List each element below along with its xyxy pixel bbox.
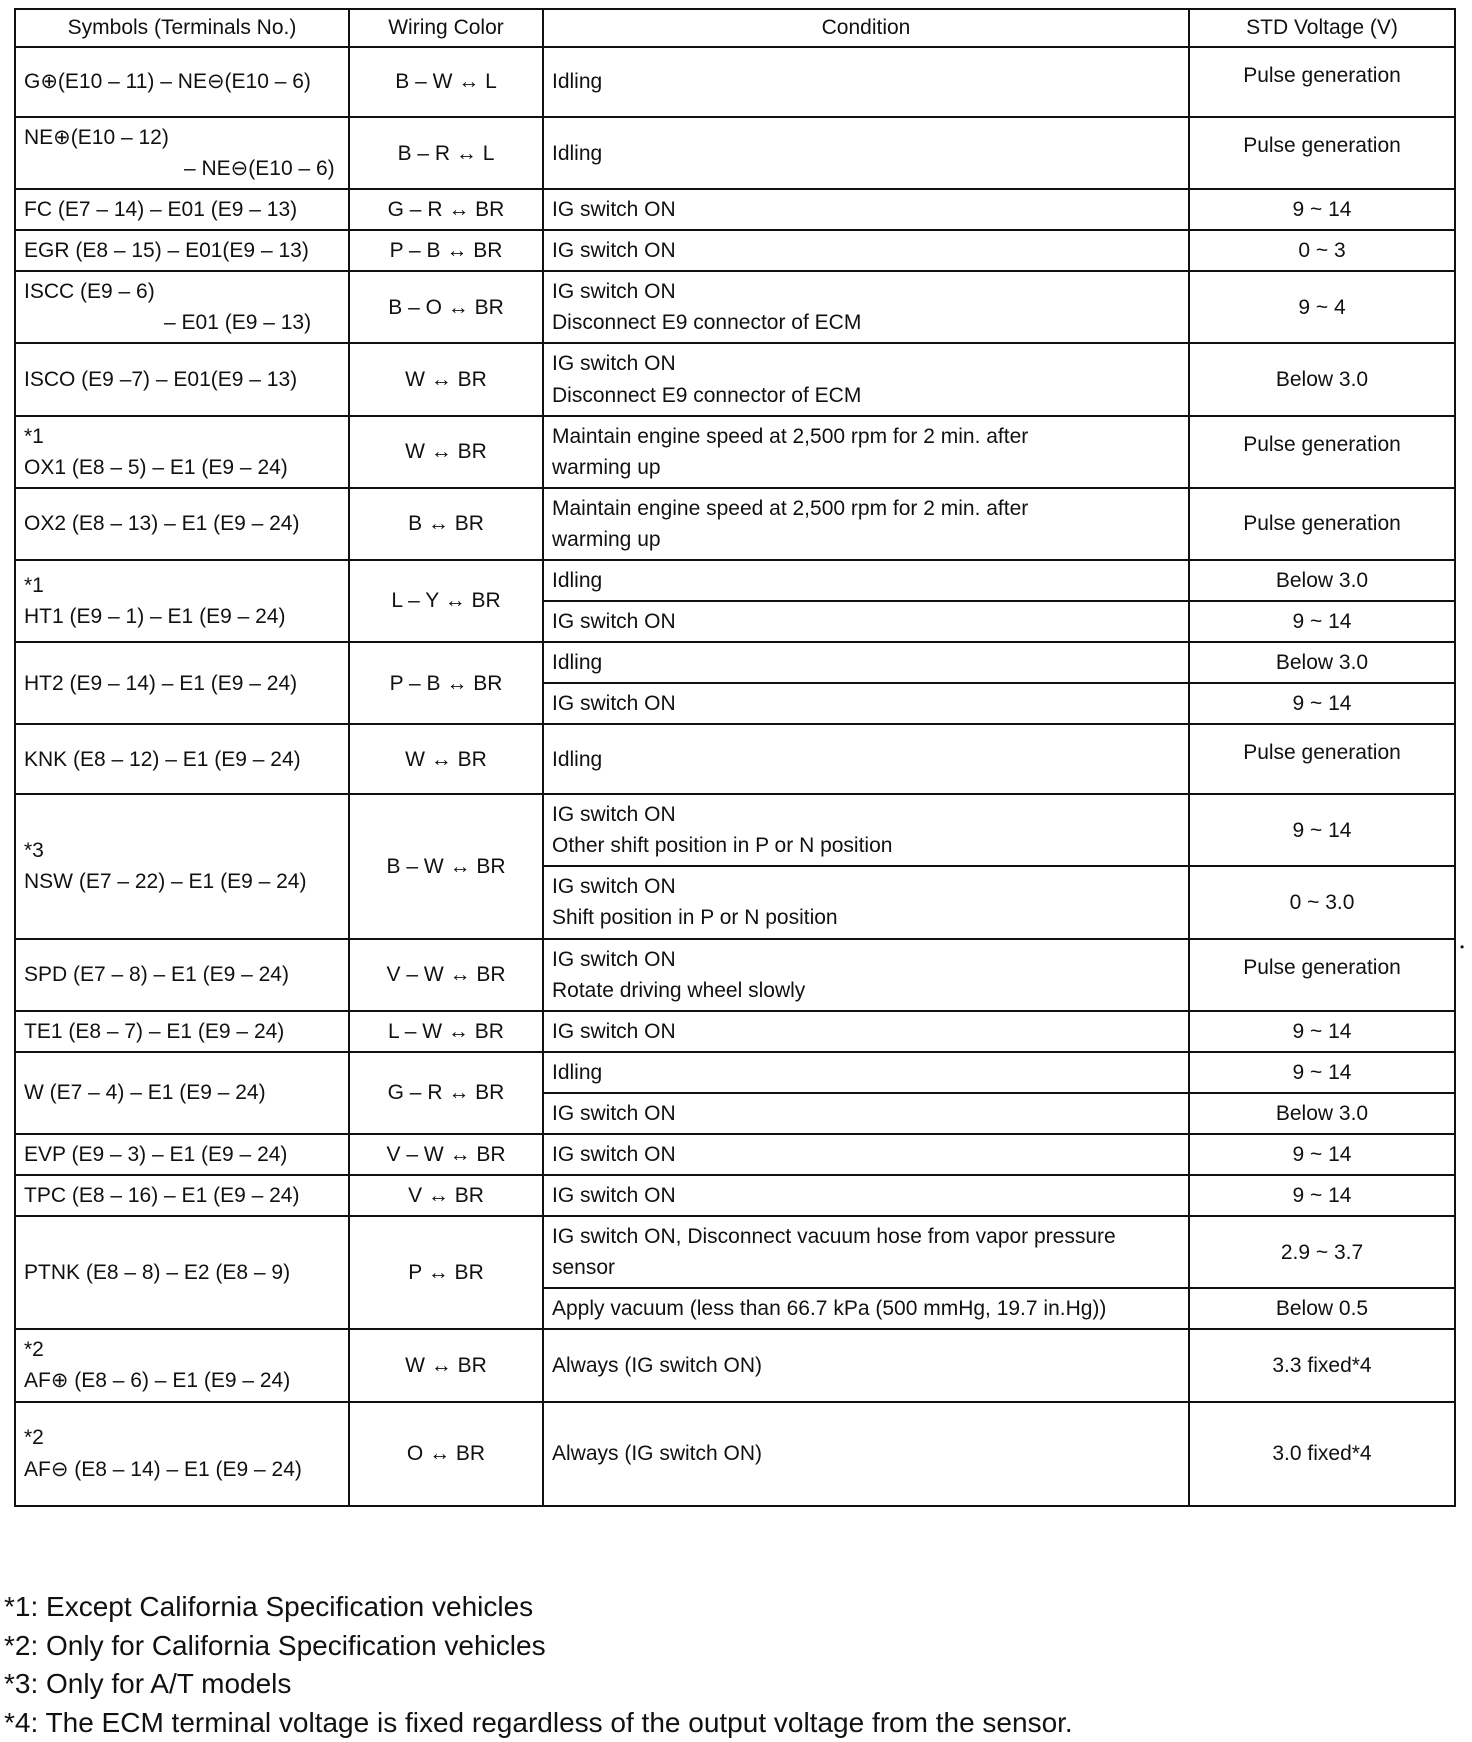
symbol-cell xyxy=(15,117,349,189)
condition-cell xyxy=(543,939,1189,1011)
voltage-cell: Below 3.0 xyxy=(1189,560,1455,601)
condition-line: IG switch ON xyxy=(552,1142,676,1166)
condition-line: Always (IG switch ON) xyxy=(552,1353,763,1377)
condition-line: IG switch ON xyxy=(552,610,676,634)
symbol-line: NSW (E7 – 22) – E1 (E9 – 24) xyxy=(24,870,307,894)
table-row xyxy=(15,189,1455,230)
wiring-cell: W ↔ BR xyxy=(349,724,543,794)
wiring-cell: B – R ↔ L xyxy=(349,117,543,189)
footnotes xyxy=(4,1588,1073,1742)
symbol-line: – E01 (E9 – 13) xyxy=(164,311,312,335)
condition-line: IG switch ON xyxy=(552,198,676,222)
condition-cell xyxy=(543,1011,1189,1052)
voltage-cell: 9 ~ 14 xyxy=(1189,794,1455,866)
voltage-cell: Pulse generation xyxy=(1189,488,1455,560)
voltage-cell: 9 ~ 14 xyxy=(1189,189,1455,230)
voltage-cell: 9 ~ 14 xyxy=(1189,1011,1455,1052)
symbol-cell xyxy=(15,794,349,938)
wiring-cell: B – W ↔ L xyxy=(349,47,543,117)
symbol-line: ISCC (E9 – 6) xyxy=(24,280,155,304)
condition-cell xyxy=(543,230,1189,271)
wiring-cell: V – W ↔ BR xyxy=(349,1134,543,1175)
condition-line: warming up xyxy=(552,527,661,551)
wiring-cell: O ↔ BR xyxy=(349,1402,543,1506)
table-row xyxy=(15,230,1455,271)
condition-line: IG switch ON xyxy=(552,280,676,304)
condition-cell xyxy=(543,1329,1189,1401)
wiring-cell: P – B ↔ BR xyxy=(349,642,543,724)
condition-line: IG switch ON xyxy=(552,875,676,899)
condition-cell xyxy=(543,47,1189,117)
voltage-cell: 9 ~ 14 xyxy=(1189,1134,1455,1175)
condition-line: Rotate driving wheel slowly xyxy=(552,978,806,1002)
symbol-cell xyxy=(15,271,349,343)
condition-line: Disconnect E9 connector of ECM xyxy=(552,383,862,407)
condition-line: Disconnect E9 connector of ECM xyxy=(552,311,862,335)
symbol-cell: PTNK (E8 – 8) – E2 (E8 – 9) xyxy=(15,1216,349,1329)
symbol-cell xyxy=(15,1402,349,1506)
table-row xyxy=(15,1402,1455,1506)
condition-line: Other shift position in P or N position xyxy=(552,834,893,858)
table-row xyxy=(15,1329,1455,1401)
condition-cell xyxy=(543,601,1189,642)
symbol-cell: EGR (E8 – 15) – E01(E9 – 13) xyxy=(15,230,349,271)
condition-line: Maintain engine speed at 2,500 rpm for 2 min. after xyxy=(552,424,1029,448)
table-row xyxy=(15,117,1455,189)
symbol-line: OX1 (E8 – 5) – E1 (E9 – 24) xyxy=(24,455,288,479)
symbol-cell: EVP (E9 – 3) – E1 (E9 – 24) xyxy=(15,1134,349,1175)
table-row xyxy=(15,47,1455,117)
symbol-line: AF⊕ (E8 – 6) – E1 (E9 – 24) xyxy=(24,1369,291,1393)
wiring-cell: W ↔ BR xyxy=(349,343,543,415)
symbol-line: – NE⊖(E10 – 6) xyxy=(184,157,335,181)
condition-cell xyxy=(543,794,1189,866)
condition-line: Idling xyxy=(552,747,603,771)
voltage-cell: 3.3 fixed*4 xyxy=(1189,1329,1455,1401)
header-std-voltage: STD Voltage (V) xyxy=(1189,9,1455,47)
symbol-cell: G⊕(E10 – 11) – NE⊖(E10 – 6) xyxy=(15,47,349,117)
wiring-cell: B ↔ BR xyxy=(349,488,543,560)
wiring-cell: L – Y ↔ BR xyxy=(349,560,543,642)
wiring-cell: W ↔ BR xyxy=(349,416,543,488)
voltage-cell: 0 ~ 3.0 xyxy=(1189,866,1455,938)
table-row xyxy=(15,271,1455,343)
condition-line: IG switch ON xyxy=(552,1101,676,1125)
condition-line: IG switch ON xyxy=(552,1019,676,1043)
stray-mark: • xyxy=(1460,940,1465,954)
voltage-cell: Pulse generation xyxy=(1189,47,1455,117)
symbol-cell: SPD (E7 – 8) – E1 (E9 – 24) xyxy=(15,939,349,1011)
condition-cell xyxy=(543,117,1189,189)
condition-line: Idling xyxy=(552,70,603,94)
condition-cell xyxy=(543,1175,1189,1216)
condition-line: Idling xyxy=(552,1060,603,1084)
footnote-3: *3: Only for A/T models xyxy=(4,1668,292,1699)
condition-cell xyxy=(543,1093,1189,1134)
footnote-marker: *1 xyxy=(24,424,44,448)
symbol-cell: HT2 (E9 – 14) – E1 (E9 – 24) xyxy=(15,642,349,724)
condition-cell xyxy=(543,1216,1189,1288)
condition-line: IG switch ON xyxy=(552,239,676,263)
footnote-marker: *1 xyxy=(24,573,44,597)
condition-cell xyxy=(543,724,1189,794)
symbol-line: AF⊖ (E8 – 14) – E1 (E9 – 24) xyxy=(24,1457,302,1481)
condition-line: IG switch ON, Disconnect vacuum hose from vapor pressure xyxy=(552,1225,1116,1249)
symbol-cell: TE1 (E8 – 7) – E1 (E9 – 24) xyxy=(15,1011,349,1052)
condition-line: Idling xyxy=(552,141,603,165)
condition-cell xyxy=(543,488,1189,560)
symbol-line: HT1 (E9 – 1) – E1 (E9 – 24) xyxy=(24,605,286,629)
voltage-cell: 9 ~ 14 xyxy=(1189,683,1455,724)
condition-cell xyxy=(543,343,1189,415)
voltage-cell: Below 3.0 xyxy=(1189,1093,1455,1134)
wiring-cell: P – B ↔ BR xyxy=(349,230,543,271)
voltage-cell: Below 3.0 xyxy=(1189,642,1455,683)
symbol-cell xyxy=(15,560,349,642)
voltage-cell: 0 ~ 3 xyxy=(1189,230,1455,271)
symbol-cell: W (E7 – 4) – E1 (E9 – 24) xyxy=(15,1052,349,1134)
condition-line: Shift position in P or N position xyxy=(552,906,838,930)
symbol-cell: ISCO (E9 –7) – E01(E9 – 13) xyxy=(15,343,349,415)
voltage-cell: 9 ~ 4 xyxy=(1189,271,1455,343)
wiring-cell: G – R ↔ BR xyxy=(349,189,543,230)
symbol-cell: FC (E7 – 14) – E01 (E9 – 13) xyxy=(15,189,349,230)
wiring-cell: P ↔ BR xyxy=(349,1216,543,1329)
footnote-marker: *2 xyxy=(24,1338,44,1362)
header-wiring-color: Wiring Color xyxy=(349,9,543,47)
table-row xyxy=(15,1052,1455,1093)
condition-line: IG switch ON xyxy=(552,947,676,971)
table-header-row xyxy=(15,9,1455,47)
condition-line: Always (IG switch ON) xyxy=(552,1441,763,1465)
wiring-cell: G – R ↔ BR xyxy=(349,1052,543,1134)
condition-cell xyxy=(543,1134,1189,1175)
condition-cell xyxy=(543,189,1189,230)
table-row xyxy=(15,1216,1455,1288)
condition-line: IG switch ON xyxy=(552,1184,676,1208)
footnote-1: *1: Except California Specification vehicles xyxy=(4,1591,534,1622)
voltage-cell: 9 ~ 14 xyxy=(1189,1052,1455,1093)
wiring-cell: L – W ↔ BR xyxy=(349,1011,543,1052)
voltage-cell: Pulse generation xyxy=(1189,416,1455,488)
wiring-cell: W ↔ BR xyxy=(349,1329,543,1401)
condition-cell xyxy=(543,683,1189,724)
table-row xyxy=(15,1175,1455,1216)
condition-cell xyxy=(543,416,1189,488)
symbol-cell: KNK (E8 – 12) – E1 (E9 – 24) xyxy=(15,724,349,794)
footnote-marker: *3 xyxy=(24,839,44,863)
table-row xyxy=(15,343,1455,415)
table-row xyxy=(15,1011,1455,1052)
condition-cell xyxy=(543,271,1189,343)
condition-line: Idling xyxy=(552,651,603,675)
voltage-cell: Pulse generation xyxy=(1189,117,1455,189)
wiring-cell: V – W ↔ BR xyxy=(349,939,543,1011)
table-row xyxy=(15,642,1455,683)
condition-cell xyxy=(543,1052,1189,1093)
table-row xyxy=(15,560,1455,601)
symbol-cell xyxy=(15,1329,349,1401)
condition-line: Apply vacuum (less than 66.7 kPa (500 mmHg, 19.7 in.Hg)) xyxy=(552,1297,1107,1321)
condition-line: sensor xyxy=(552,1256,616,1280)
table-row xyxy=(15,1134,1455,1175)
wiring-cell: B – O ↔ BR xyxy=(349,271,543,343)
condition-line: IG switch ON xyxy=(552,803,676,827)
condition-line: Idling xyxy=(552,568,603,592)
voltage-cell: Pulse generation xyxy=(1189,939,1455,1011)
condition-cell xyxy=(543,1402,1189,1506)
condition-line: IG switch ON xyxy=(552,352,676,376)
symbol-line: NE⊕(E10 – 12) xyxy=(24,126,169,149)
voltage-cell: 3.0 fixed*4 xyxy=(1189,1402,1455,1506)
symbol-cell xyxy=(15,416,349,488)
table-row xyxy=(15,488,1455,560)
table-row xyxy=(15,794,1455,866)
footnote-marker: *2 xyxy=(24,1426,44,1450)
voltage-cell: 2.9 ~ 3.7 xyxy=(1189,1216,1455,1288)
condition-cell xyxy=(543,866,1189,938)
voltage-cell: Pulse generation xyxy=(1189,724,1455,794)
table-row xyxy=(15,724,1455,794)
condition-line: IG switch ON xyxy=(552,692,676,716)
voltage-cell: 9 ~ 14 xyxy=(1189,1175,1455,1216)
symbol-cell: TPC (E8 – 16) – E1 (E9 – 24) xyxy=(15,1175,349,1216)
footnote-2: *2: Only for California Specification vehicles xyxy=(4,1629,546,1661)
voltage-cell: 9 ~ 14 xyxy=(1189,601,1455,642)
voltage-cell: Below 3.0 xyxy=(1189,343,1455,415)
condition-line: warming up xyxy=(552,455,661,479)
wiring-cell: V ↔ BR xyxy=(349,1175,543,1216)
header-symbols: Symbols (Terminals No.) xyxy=(15,9,349,47)
condition-line: Maintain engine speed at 2,500 rpm for 2 min. after xyxy=(552,496,1029,520)
condition-cell xyxy=(543,560,1189,601)
symbol-cell: OX2 (E8 – 13) – E1 (E9 – 24) xyxy=(15,488,349,560)
condition-cell xyxy=(543,642,1189,683)
wiring-cell: B – W ↔ BR xyxy=(349,794,543,938)
footnote-4: *4: The ECM terminal voltage is fixed regardless of the output voltage from the sensor. xyxy=(4,1706,1073,1738)
table-row xyxy=(15,416,1455,488)
voltage-cell: Below 0.5 xyxy=(1189,1288,1455,1329)
table-row xyxy=(15,939,1455,1011)
header-condition: Condition xyxy=(543,9,1189,47)
condition-cell xyxy=(543,1288,1189,1329)
ecm-terminal-voltage-table xyxy=(14,8,1456,1507)
